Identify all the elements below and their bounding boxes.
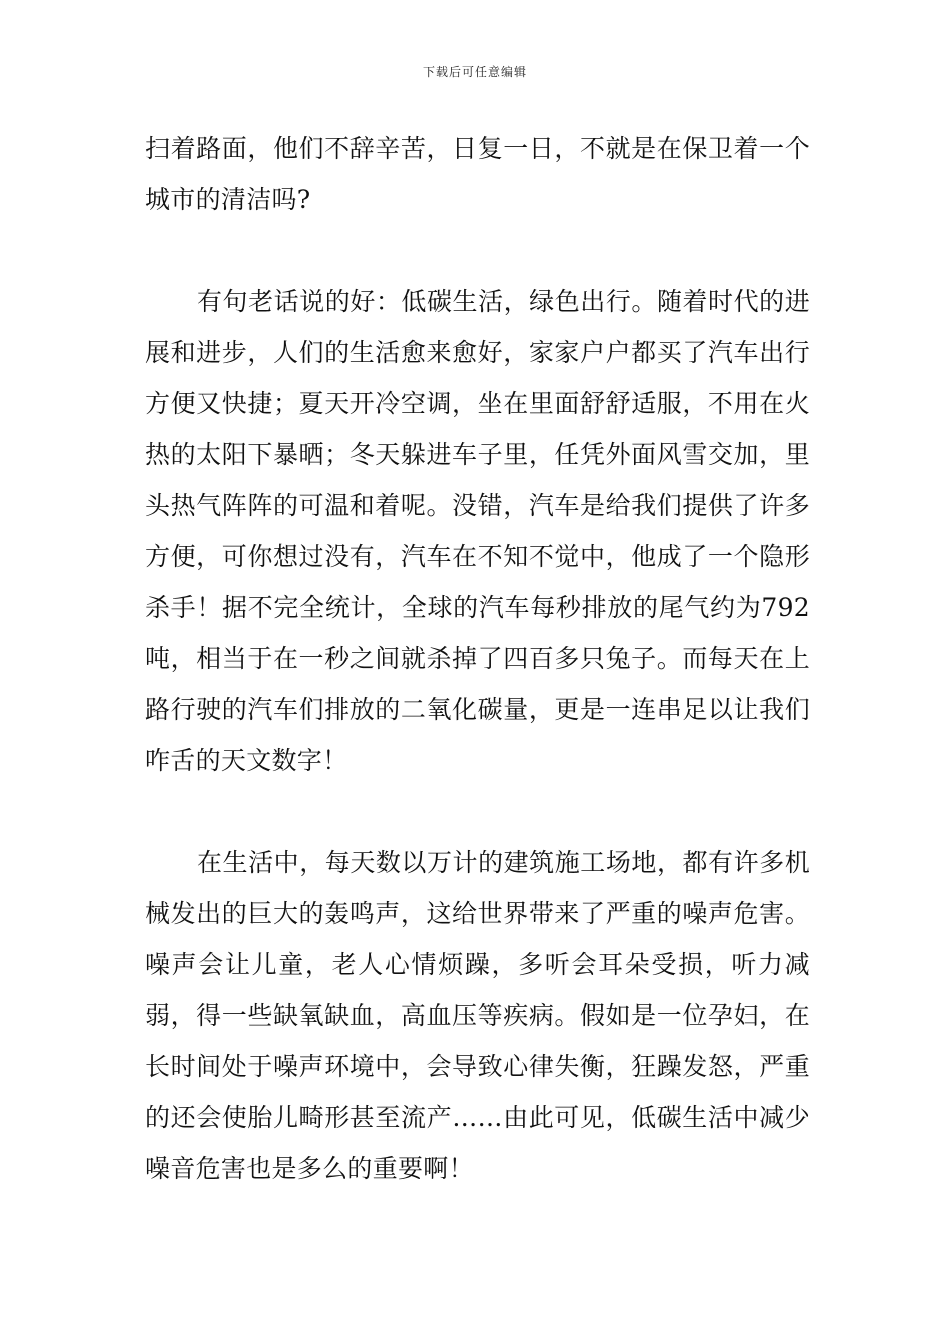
paragraph-continuation: 扫着路面，他们不辞辛苦，日复一日，不就是在保卫着一个城市的清洁吗? — [145, 134, 810, 214]
document-body — [145, 123, 810, 1194]
paragraph-noise-pollution: 在生活中，每天数以万计的建筑施工场地，都有许多机械发出的巨大的轰鸣声，这给世界带来了严重的噪声危害。噪声会让儿童，老人心情烦躁，多听会耳朵受损，听力减弱，得一些缺氧缺血，高血压等疾病。假如是一位孕妇，在长时间处于噪声环境中，会导致心律失衡，狂躁发怒，严重的还会使胎儿畸形甚至流产……由此可见，低碳生活中减少噪音危害也是多么的重要啊！ — [145, 848, 810, 1183]
page-header: 下载后可任意编辑 — [422, 65, 527, 79]
paragraph-low-carbon-travel: 有句老话说的好：低碳生活，绿色出行。随着时代的进展和进步，人们的生活愈来愈好，家家户户都买了汽车出行方便又快捷；夏天开冷空调，坐在里面舒舒适服，不用在火热的太阳下暴晒；冬天躲进车子里，任凭外面风雪交加，里头热气阵阵的可温和着呢。没错，汽车是给我们提供了许多方便，可你想过没有，汽车在不知不觉中，他成了一个隐形杀手！据不完全统计，全球的汽车每秒排放的尾气约为792吨，相当于在一秒之间就杀掉了四百多只兔子。而每天在上路行驶的汽车们排放的二氧化碳量，更是一连串足以让我们咋舌的天文数字！ — [145, 287, 810, 775]
